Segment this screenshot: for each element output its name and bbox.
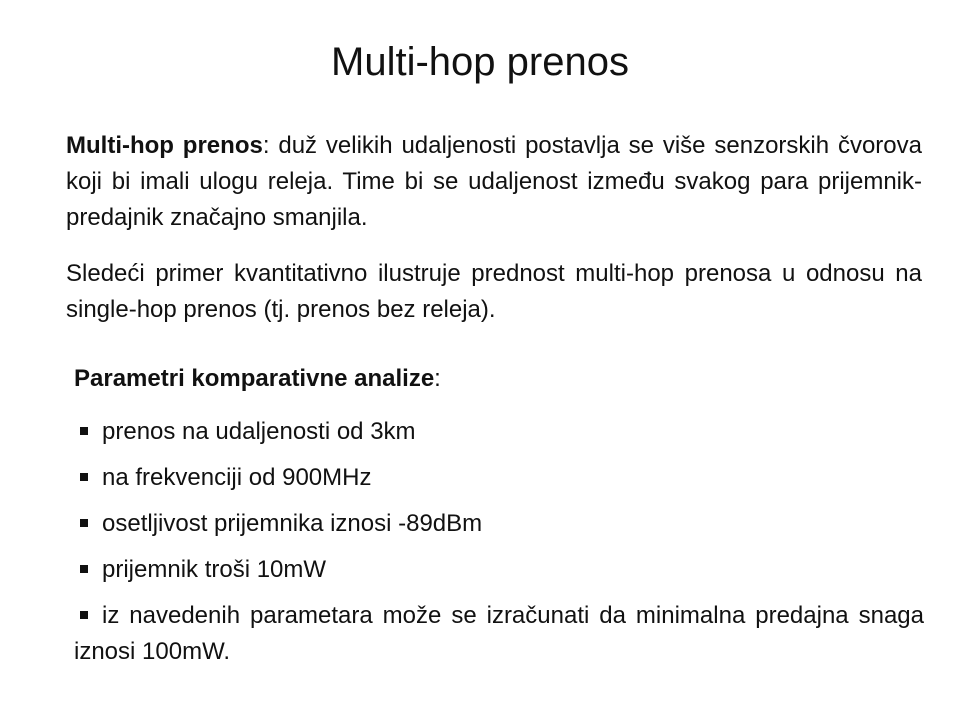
square-bullet-icon <box>80 519 88 527</box>
list-item <box>74 552 924 588</box>
list-item <box>74 414 924 450</box>
params-heading <box>74 362 441 396</box>
list-item-text: prijemnik troši 10mW <box>102 556 327 583</box>
params-heading-term: Parametri komparativne analize <box>74 365 435 392</box>
list-item-text: na frekvenciji od 900MHz <box>102 464 372 491</box>
list-item <box>74 598 924 670</box>
list-item-text: osetljivost prijemnika iznosi -89dBm <box>102 510 483 537</box>
intro-separator: : <box>262 132 270 159</box>
list-item <box>74 460 924 496</box>
square-bullet-icon <box>80 611 88 619</box>
params-heading-separator: : <box>434 365 441 392</box>
list-item-text: prenos na udaljenosti od 3km <box>102 418 416 445</box>
slide-title: Multi-hop prenos <box>331 40 629 84</box>
intro-text: duž velikih udaljenosti postavlja se više senzorskih čvorova koji bi imali ulogu releja. Time bi se udaljenost između svakog para prijemnik-predajnik značajno smanjila. <box>66 132 922 231</box>
square-bullet-icon <box>80 473 88 481</box>
list-item-text: iz navedenih parametara može se izračunati da minimalna predajna snaga iznosi 100mW. <box>74 602 924 665</box>
intro-paragraph <box>66 128 922 236</box>
square-bullet-icon <box>80 427 88 435</box>
params-list <box>74 414 924 680</box>
intro-term: Multi-hop prenos <box>66 132 263 159</box>
list-item <box>74 506 924 542</box>
example-paragraph: Sledeći primer kvantitativno ilustruje prednost multi-hop prenosa u odnosu na single-hop prenos (tj. prenos bez releja). <box>66 260 922 323</box>
square-bullet-icon <box>80 565 88 573</box>
